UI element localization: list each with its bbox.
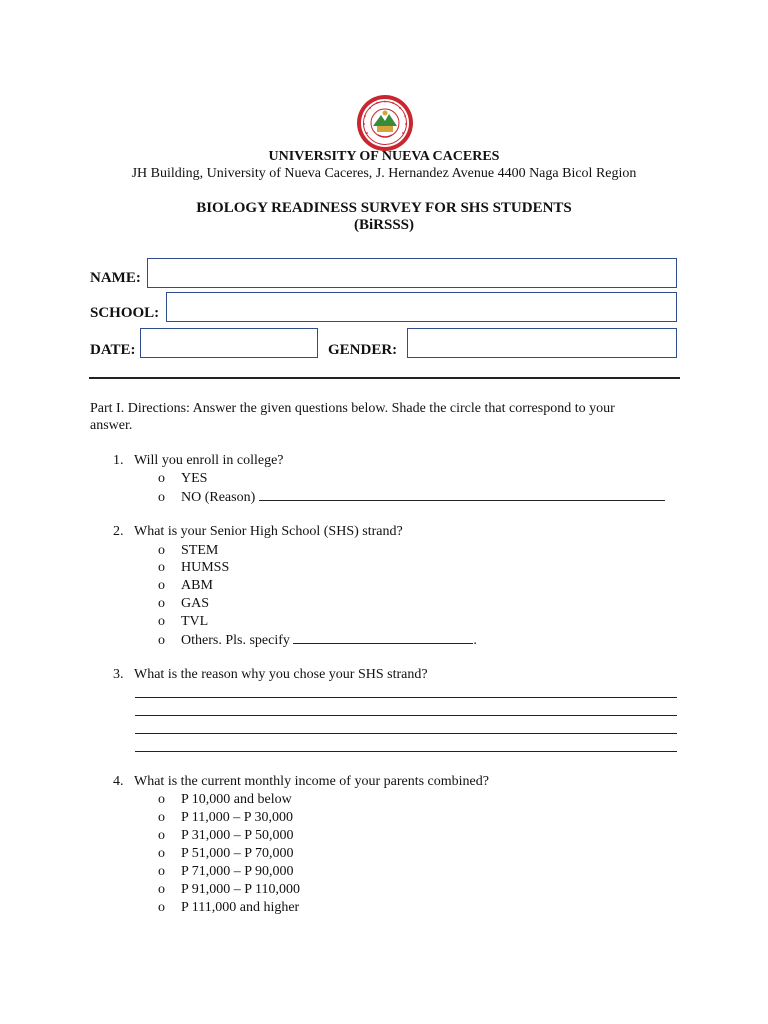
reason-blank[interactable] — [259, 488, 665, 501]
option-label: P 111,000 and higher — [181, 900, 300, 915]
option-label: P 91,000 – P 110,000 — [181, 882, 301, 897]
option-label: P 31,000 – P 50,000 — [181, 828, 294, 843]
option-label: GAS — [181, 596, 210, 611]
school-label: SCHOOL: — [90, 305, 160, 321]
option-no[interactable] — [158, 488, 665, 506]
option-stem[interactable] — [158, 542, 218, 559]
option-bullet: o — [158, 846, 165, 861]
option-bullet: o — [158, 810, 165, 825]
question-2 — [113, 523, 403, 540]
option-income-3[interactable] — [158, 827, 294, 844]
directions-line-1: Part I. Directions: Answer the given questions below. Shade the circle that correspond to your — [90, 401, 615, 416]
section-divider — [89, 377, 680, 379]
gender-label: GENDER: — [328, 342, 398, 358]
question-number: 2. — [113, 524, 124, 539]
option-bullet: o — [158, 596, 165, 611]
answer-line[interactable] — [135, 751, 677, 752]
option-income-2[interactable] — [158, 809, 293, 826]
option-bullet: o — [158, 828, 165, 843]
school-field[interactable] — [166, 292, 677, 322]
option-label: NO (Reason) — [181, 490, 256, 505]
question-text: What is the reason why you chose your SHS strand? — [134, 667, 428, 682]
date-field[interactable] — [140, 328, 318, 358]
option-income-5[interactable] — [158, 863, 294, 880]
option-bullet: o — [158, 633, 165, 648]
option-label: HUMSS — [181, 560, 230, 575]
answer-line[interactable] — [135, 697, 677, 698]
option-bullet: o — [158, 864, 165, 879]
answer-line[interactable] — [135, 733, 677, 734]
option-label: STEM — [181, 543, 219, 558]
option-label: P 51,000 – P 70,000 — [181, 846, 294, 861]
option-label: P 11,000 – P 30,000 — [181, 810, 294, 825]
gender-field[interactable] — [407, 328, 677, 358]
option-others[interactable]: o Others. Pls. specify . — [158, 633, 477, 648]
date-label: DATE: — [90, 342, 136, 358]
survey-acronym: (BiRSSS) — [353, 217, 415, 233]
option-bullet: o — [158, 882, 165, 897]
option-bullet: o — [158, 560, 165, 575]
option-bullet: o — [158, 578, 165, 593]
option-bullet: o — [158, 900, 165, 915]
directions-line-2: answer. — [90, 418, 133, 433]
specify-blank[interactable] — [293, 631, 473, 644]
institution-address: JH Building, University of Nueva Caceres, J. Hernandez Avenue 4400 Naga Bicol Region — [131, 166, 637, 181]
name-label: NAME: — [90, 270, 141, 286]
option-bullet: o — [158, 490, 165, 505]
option-tvl[interactable] — [158, 613, 208, 630]
option-label: ABM — [181, 578, 213, 593]
question-3 — [113, 666, 428, 683]
question-text: What is the current monthly income of your parents combined? — [134, 774, 489, 789]
option-bullet: o — [158, 543, 165, 558]
option-bullet: o — [158, 614, 165, 629]
question-number: 1. — [113, 453, 124, 468]
question-1 — [113, 452, 284, 469]
survey-title: BIOLOGY READINESS SURVEY FOR SHS STUDENTS — [196, 200, 572, 216]
option-income-4[interactable] — [158, 845, 294, 862]
option-income-7[interactable] — [158, 899, 299, 916]
question-number: 3. — [113, 667, 124, 682]
university-seal — [355, 93, 415, 153]
institution-name: UNIVERSITY OF NUEVA CACERES — [268, 149, 500, 164]
option-income-6[interactable] — [158, 881, 300, 898]
answer-line[interactable] — [135, 715, 677, 716]
option-bullet: o — [158, 471, 165, 486]
option-label: P 71,000 – P 90,000 — [181, 864, 294, 879]
option-label: TVL — [181, 614, 209, 629]
option-label: YES — [181, 471, 208, 486]
name-field[interactable] — [147, 258, 677, 288]
option-label: Others. Pls. specify — [181, 633, 290, 648]
question-text: Will you enroll in college? — [134, 453, 284, 468]
option-abm[interactable] — [158, 577, 213, 594]
option-label: P 10,000 and below — [181, 792, 292, 807]
question-number: 4. — [113, 774, 124, 789]
option-gas[interactable] — [158, 595, 209, 612]
option-yes[interactable] — [158, 470, 207, 487]
question-4 — [113, 773, 489, 790]
option-humss[interactable] — [158, 559, 229, 576]
question-text: What is your Senior High School (SHS) strand? — [134, 524, 403, 539]
option-bullet: o — [158, 792, 165, 807]
option-income-1[interactable] — [158, 791, 292, 808]
